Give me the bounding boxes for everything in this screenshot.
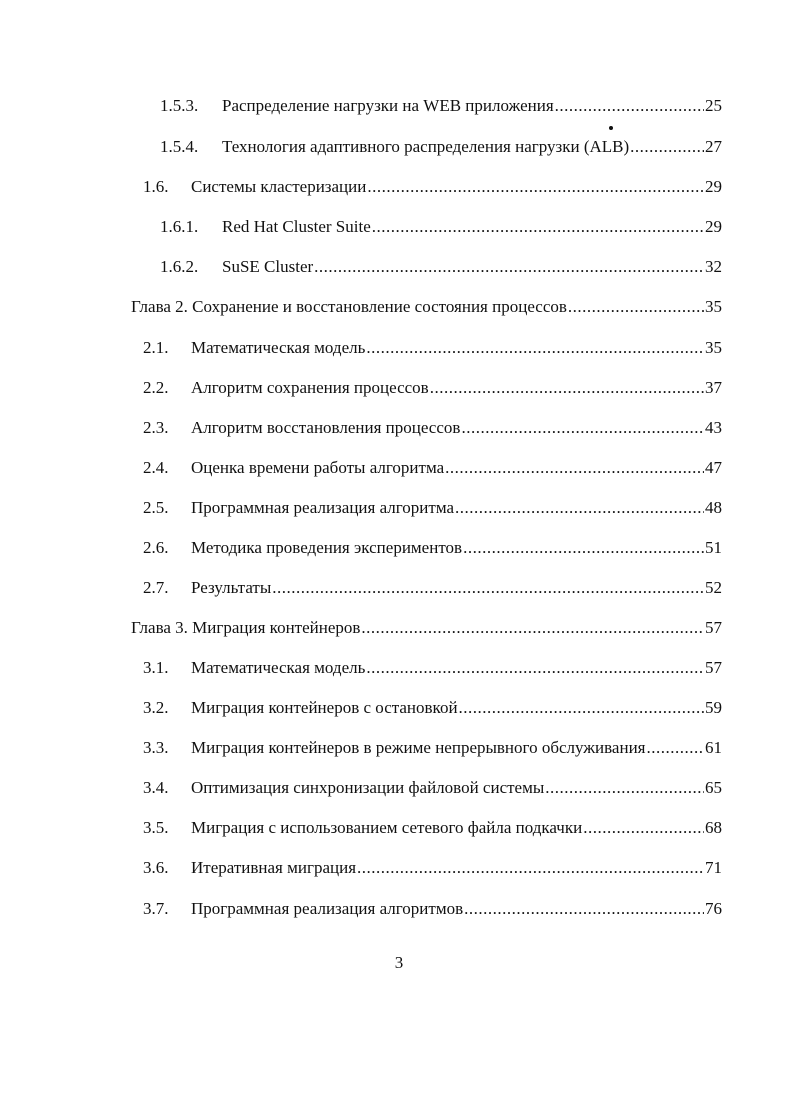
- toc-entry-1-5-4: [160, 137, 722, 157]
- toc-entry-title: Миграция с использованием сетевого файла подкачки: [191, 818, 583, 837]
- dot-leader: [314, 257, 704, 277]
- toc-entry-page: 37: [705, 378, 722, 397]
- toc-entry-number: 3.5.: [143, 818, 169, 837]
- toc-entry-1-6-1: [160, 217, 722, 237]
- toc-entry-1-6: [143, 177, 722, 197]
- toc-entry-3-5: [143, 818, 722, 838]
- toc-entry-3-1: [143, 658, 722, 678]
- toc-entry-1-5-3: [160, 96, 722, 116]
- toc-entry-number: 3.2.: [143, 698, 169, 717]
- toc-entry-page: 27: [705, 137, 722, 156]
- toc-entry-title: Глава 2. Сохранение и восстановление состояния процессов: [131, 297, 567, 316]
- dot-leader: [361, 618, 704, 638]
- toc-entry-title: Алгоритм восстановления процессов: [191, 418, 461, 437]
- toc-entry-title: Результаты: [191, 578, 272, 597]
- toc-entry-number: 2.7.: [143, 578, 169, 597]
- toc-entry-page: 51: [705, 538, 722, 557]
- toc-entry-page: 57: [705, 658, 722, 677]
- dot-leader: [545, 778, 704, 798]
- dot-leader: [647, 738, 705, 758]
- toc-entry-page: 32: [705, 257, 722, 276]
- toc-entry-page: 76: [705, 899, 722, 918]
- toc-entry-title: Глава 3. Миграция контейнеров: [131, 618, 361, 637]
- toc-entry-title: Системы кластеризации: [191, 177, 367, 196]
- toc-entry-page: 48: [705, 498, 722, 517]
- toc-entry-number: 3.3.: [143, 738, 169, 757]
- toc-entry-number: 3.7.: [143, 899, 169, 918]
- toc-entry-title: Распределение нагрузки на WEB приложения: [222, 96, 554, 115]
- toc-entry-page: 47: [705, 458, 722, 477]
- toc-entry-number: 1.6.1.: [160, 217, 199, 236]
- page-number: 3: [394, 953, 404, 972]
- dot-leader: [583, 818, 704, 838]
- dot-leader: [366, 338, 704, 358]
- toc-entry-page: 52: [705, 578, 722, 597]
- dot-leader: [445, 458, 704, 478]
- toc-entry-page: 25: [705, 96, 722, 115]
- toc-entry-title: SuSE Cluster: [222, 257, 314, 276]
- toc-entry-2-3: [143, 418, 722, 438]
- toc-entry-number: 2.5.: [143, 498, 169, 517]
- toc-entry-page: 65: [705, 778, 722, 797]
- toc-entry-3-7: [143, 899, 722, 919]
- toc-entry-title: Программная реализация алгоритмов: [191, 899, 464, 918]
- dot-leader: [555, 96, 704, 116]
- toc-entry-page: 29: [705, 217, 722, 236]
- dot-leader: [455, 498, 704, 518]
- toc-entry-page: 59: [705, 698, 722, 717]
- toc-entry-number: 1.5.3.: [160, 96, 199, 115]
- toc-entry-3-6: [143, 858, 722, 878]
- toc-entry-number: 2.2.: [143, 378, 169, 397]
- toc-entry-number: 1.5.4.: [160, 137, 199, 156]
- dot-leader: [367, 177, 704, 197]
- toc-entry-title: Технология адаптивного распределения нагрузки (ALB): [222, 137, 630, 156]
- toc-entry-number: 3.4.: [143, 778, 169, 797]
- toc-entry-title: Алгоритм сохранения процессов: [191, 378, 429, 397]
- toc-entry-page: 29: [705, 177, 722, 196]
- dot-leader: [464, 899, 704, 919]
- toc-entry-title: Red Hat Cluster Suite: [222, 217, 371, 236]
- toc-entry-number: 2.6.: [143, 538, 169, 557]
- toc-entry-page: 35: [705, 338, 722, 357]
- toc-entry-title: Математическая модель: [191, 658, 366, 677]
- dot-leader: [568, 297, 704, 317]
- toc-entry-2-1: [143, 338, 722, 358]
- dot-leader: [459, 698, 704, 718]
- toc-entry-2-6: [143, 538, 722, 558]
- toc-entry-page: 57: [705, 618, 722, 637]
- dot-leader: [366, 658, 704, 678]
- toc-entry-page: 35: [705, 297, 722, 316]
- toc-entry-title: Оптимизация синхронизации файловой системы: [191, 778, 545, 797]
- toc-entry-3-3: [143, 738, 722, 758]
- toc-entry-1-6-2: [160, 257, 722, 277]
- dot-leader: [357, 858, 704, 878]
- dot-leader: [272, 578, 704, 598]
- toc-entry-2-4: [143, 458, 722, 478]
- toc-entry-2-2: [143, 378, 722, 398]
- toc-entry-number: 2.3.: [143, 418, 169, 437]
- toc-entry-page: 71: [705, 858, 722, 877]
- dot-leader: [463, 538, 704, 558]
- toc-entry-number: 3.6.: [143, 858, 169, 877]
- toc-entry-number: 1.6.: [143, 177, 169, 196]
- toc-entry-chapter-3: [131, 618, 722, 638]
- toc-entry-page: 61: [705, 738, 722, 757]
- toc-entry-page: 43: [705, 418, 722, 437]
- toc-entry-title: Программная реализация алгоритма: [191, 498, 455, 517]
- dot-leader: [461, 418, 704, 438]
- toc-entry-3-2: [143, 698, 722, 718]
- dot-leader: [372, 217, 704, 237]
- toc-entry-title: Методика проведения экспериментов: [191, 538, 463, 557]
- toc-entry-number: 3.1.: [143, 658, 169, 677]
- toc-entry-number: 2.4.: [143, 458, 169, 477]
- toc-entry-title: Оценка времени работы алгоритма: [191, 458, 445, 477]
- dot-leader: [630, 137, 704, 157]
- toc-entry-chapter-2: [131, 297, 722, 317]
- toc-entry-title: Математическая модель: [191, 338, 366, 357]
- toc-entry-title: Миграция контейнеров с остановкой: [191, 698, 458, 717]
- toc-entry-page: 68: [705, 818, 722, 837]
- toc-entry-number: 2.1.: [143, 338, 169, 357]
- toc-entry-2-5: [143, 498, 722, 518]
- toc-entry-2-7: [143, 578, 722, 598]
- toc-entry-title: Миграция контейнеров в режиме непрерывного обслуживания: [191, 738, 646, 757]
- toc-entry-3-4: [143, 778, 722, 798]
- toc-entry-title: Итеративная миграция: [191, 858, 357, 877]
- stray-dot-mark: [609, 126, 613, 130]
- dot-leader: [430, 378, 704, 398]
- toc-entry-number: 1.6.2.: [160, 257, 199, 276]
